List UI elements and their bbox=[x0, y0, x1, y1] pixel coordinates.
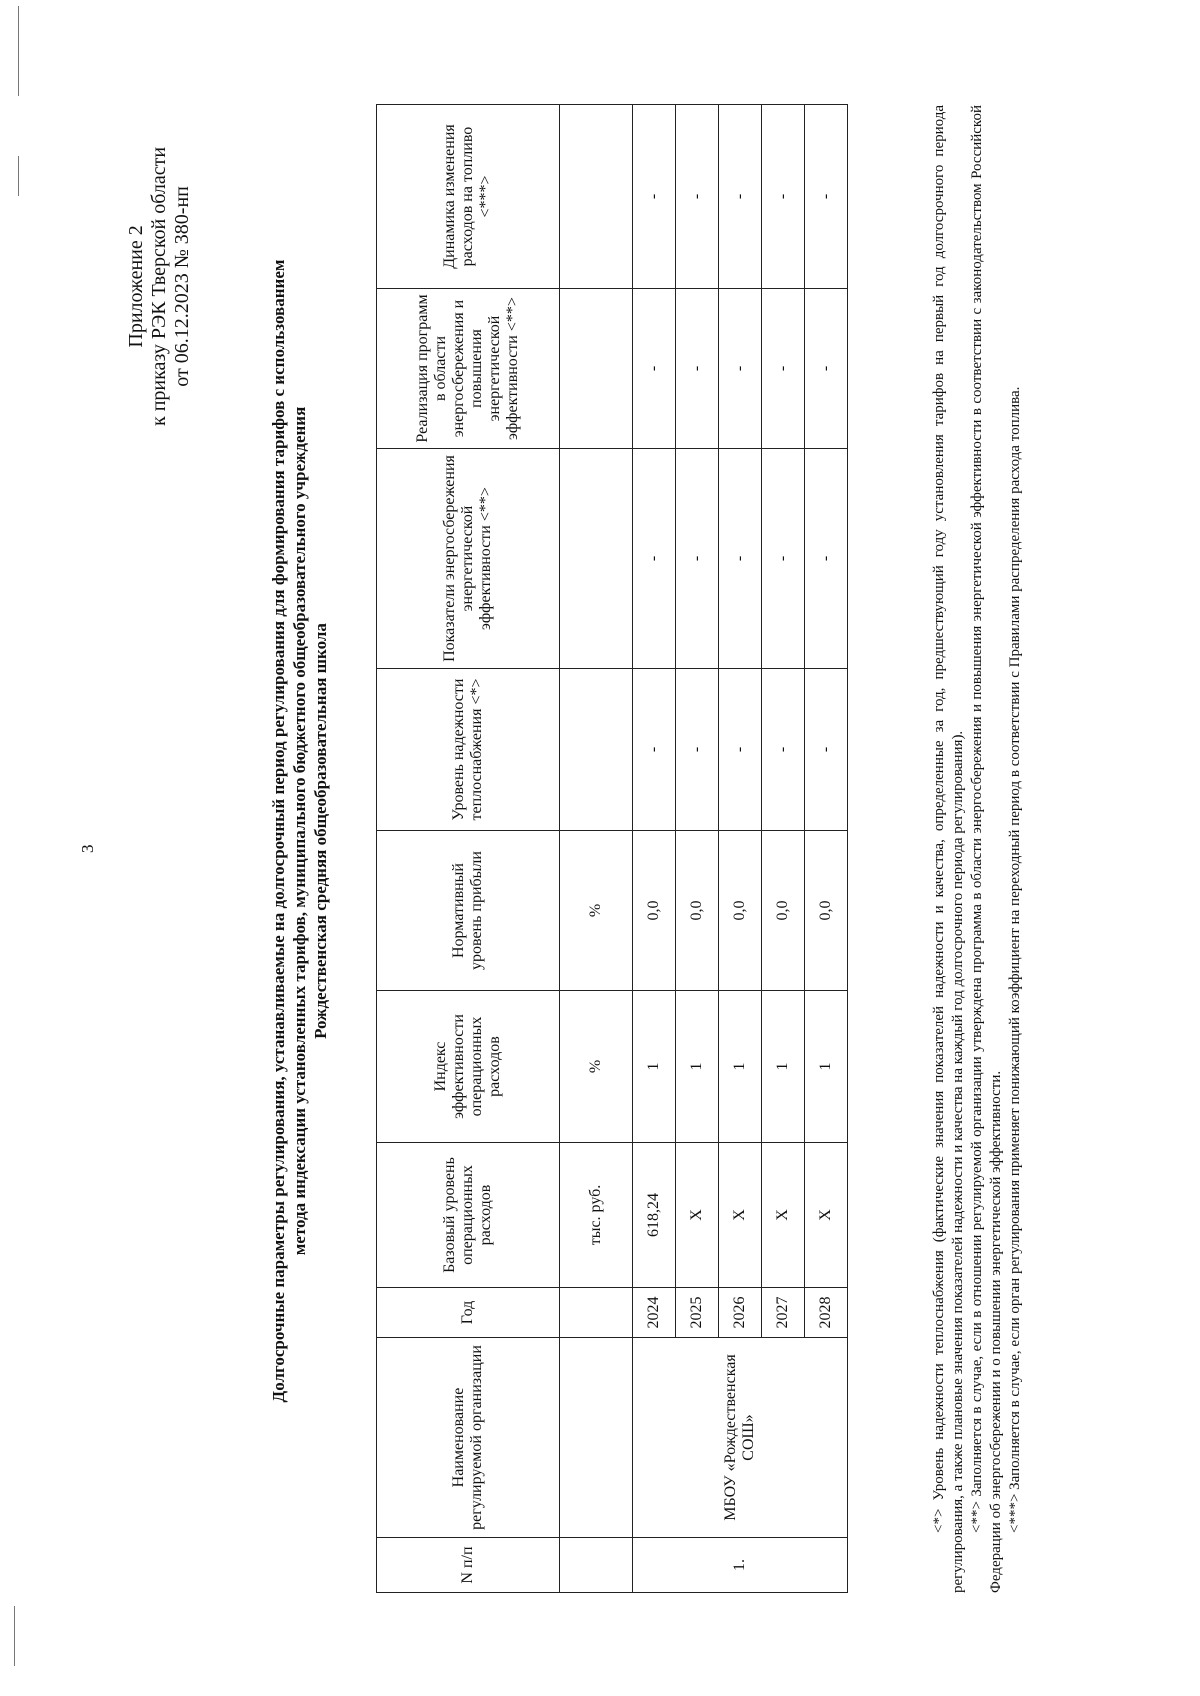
scan-margin-mark bbox=[18, 6, 19, 96]
cell-year: 2028 bbox=[805, 1288, 848, 1338]
cell-index: 1 bbox=[719, 991, 762, 1143]
document-heading bbox=[268, 106, 331, 1556]
footnotes bbox=[930, 105, 1025, 1593]
cell-base: Х bbox=[719, 1143, 762, 1288]
appendix-order-ref: к приказу РЭК Тверской области bbox=[148, 146, 170, 426]
cell-year: 2026 bbox=[719, 1288, 762, 1338]
header-profit: Нормативный уровень прибыли bbox=[377, 831, 560, 991]
appendix-title: Приложение 2 bbox=[125, 225, 147, 348]
cell-fuel: - bbox=[633, 105, 676, 289]
cell-program: - bbox=[676, 289, 719, 449]
unit-base: тыс. руб. bbox=[560, 1143, 633, 1288]
cell-base: Х bbox=[676, 1143, 719, 1288]
appendix-block bbox=[125, 147, 194, 426]
scan-margin-mark bbox=[18, 156, 19, 196]
table-header-row bbox=[377, 105, 560, 1593]
org-name: МБОУ «Рождественская СОШ» bbox=[633, 1338, 848, 1538]
appendix-order-date: от 06.12.2023 № 380-нп bbox=[171, 186, 193, 387]
cell-year: 2027 bbox=[762, 1288, 805, 1338]
header-energy: Показатели энергосбережения энергетической эффективности <**> bbox=[377, 449, 560, 669]
row-number: 1. bbox=[633, 1538, 848, 1593]
cell-profit: 0,0 bbox=[805, 831, 848, 991]
cell-index: 1 bbox=[676, 991, 719, 1143]
cell-program: - bbox=[762, 289, 805, 449]
cell-energy: - bbox=[633, 449, 676, 669]
cell-energy: - bbox=[676, 449, 719, 669]
cell-program: - bbox=[719, 289, 762, 449]
unit-profit: % bbox=[560, 831, 633, 991]
cell-profit: 0,0 bbox=[633, 831, 676, 991]
cell-fuel: - bbox=[719, 105, 762, 289]
cell-year: 2024 bbox=[633, 1288, 676, 1338]
footnote-2: <**> Заполняется в случае, если в отношении регулируемой организации утверждена программа в области энергосбережения и повышения энергетической эффективности в соответствии с законодательством Российской Федерации об энергосбережении и о повышении энергетической эффективности. bbox=[969, 105, 1004, 1593]
cell-reliability: - bbox=[676, 669, 719, 831]
table-row bbox=[633, 105, 676, 1593]
cell-year: 2025 bbox=[676, 1288, 719, 1338]
footnote-1: <*> Уровень надежности теплоснабжения (фактические значения показателей надежности и качества, определенные за год, предшествующий году установления тарифов на первый год долгосрочного периода регулирования, а также плановые значения показателей надежности и качества на каждый год долгосрочного периода регулирования). bbox=[931, 105, 966, 1593]
cell-profit: 0,0 bbox=[676, 831, 719, 991]
page-number: 3 bbox=[78, 844, 97, 853]
cell-base: 618,24 bbox=[633, 1143, 676, 1288]
cell-fuel: - bbox=[676, 105, 719, 289]
cell-fuel: - bbox=[805, 105, 848, 289]
cell-reliability: - bbox=[805, 669, 848, 831]
heading-line-3: Рождественская средняя общеобразовательная школа bbox=[311, 623, 330, 1039]
cell-index: 1 bbox=[805, 991, 848, 1143]
footnote-3: <***> Заполняется в случае, если орган регулирования применяет понижающий коэффициент на переходный период в соответствии с Правилами распределения расхода топлива. bbox=[1007, 386, 1023, 1533]
header-program: Реализация программ в области энергосбережения и повышения энергетической эффективности <**> bbox=[377, 289, 560, 449]
header-fuel: Динамика изменения расходов на топливо <***> bbox=[377, 105, 560, 289]
heading-line-1: Долгосрочные параметры регулирования, устанавливаемые на долгосрочный период регулирования для формирования тарифов с использованием bbox=[269, 259, 288, 1403]
parameters-table bbox=[376, 104, 848, 1593]
unit-index: % bbox=[560, 991, 633, 1143]
cell-index: 1 bbox=[633, 991, 676, 1143]
header-index: Индекс эффективности операционных расходов bbox=[377, 991, 560, 1143]
units-row bbox=[560, 105, 633, 1593]
header-org: Наименование регулируемой организации bbox=[377, 1338, 560, 1538]
cell-reliability: - bbox=[633, 669, 676, 831]
header-num: N п/п bbox=[377, 1538, 560, 1593]
cell-profit: 0,0 bbox=[719, 831, 762, 991]
cell-energy: - bbox=[719, 449, 762, 669]
cell-index: 1 bbox=[762, 991, 805, 1143]
header-reliability: Уровень надежности теплоснабжения <*> bbox=[377, 669, 560, 831]
scan-margin-mark bbox=[14, 1606, 15, 1666]
cell-energy: - bbox=[762, 449, 805, 669]
cell-reliability: - bbox=[719, 669, 762, 831]
cell-base: Х bbox=[805, 1143, 848, 1288]
header-year: Год bbox=[377, 1288, 560, 1338]
cell-reliability: - bbox=[762, 669, 805, 831]
heading-line-2: метода индексации установленных тарифов, муниципального бюджетного общеобразовательного учреждения bbox=[290, 406, 309, 1256]
cell-base: Х bbox=[762, 1143, 805, 1288]
cell-energy: - bbox=[805, 449, 848, 669]
cell-program: - bbox=[633, 289, 676, 449]
header-base: Базовый уровень операционных расходов bbox=[377, 1143, 560, 1288]
cell-fuel: - bbox=[762, 105, 805, 289]
cell-profit: 0,0 bbox=[762, 831, 805, 991]
cell-program: - bbox=[805, 289, 848, 449]
